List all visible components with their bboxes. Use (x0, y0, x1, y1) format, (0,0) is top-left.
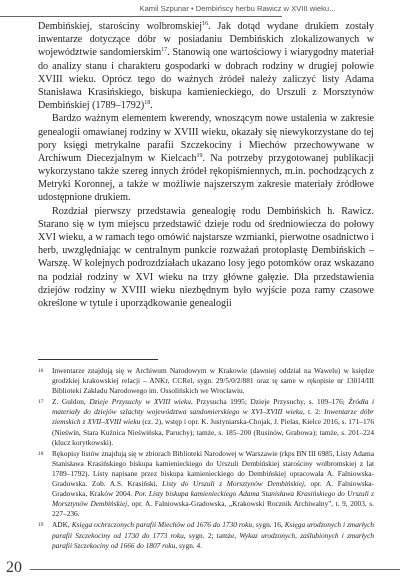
footnote (38, 366, 374, 396)
text-run: Dembińskiej, starościny wolbromskiej (38, 21, 203, 32)
text-run: Rękopisy listów znajdują się w zbiorach Biblioteki Narodowej w Warszawie (rkps BN III 6985, Listy Adama Stanisława Krasińskiego biskupa kamienieckiego do Urszuli Dembińskiej starościny wolbromskiej z lat 1789–1792). Listy napisane przez biskupa kamienieckiego do Dembińskiej opracowała A. Falniowska-Gradowska. Zob. A.S. Krasiński, (52, 448, 374, 489)
footnote-number: 17 (38, 399, 44, 406)
footnote-separator (38, 359, 158, 360)
text-run: Inwentarze znajdują się w Archiwum Narodowym w Krakowie (dawniej oddział na Wawelu) w księdze grodzkiej krakowskiej relacji – ANKr, CCRel, sygn. 29/5/0/2/881 oraz tę same w rękopisie nr 13014/III Biblioteki Zakładu Narodowego im. Ossolińskich we Wrocławiu. (52, 366, 374, 396)
text-run: , sygn. 4. (175, 540, 203, 550)
text-run: , opr. A. Falniowska-Gradowska, Kraków 2004. (52, 479, 375, 499)
text-run: Rozdział pierwszy przedstawia genealogię rodu Dembińskich h. Rawicz. Starano się w tym miejscu przedstawić dzieje rodu od średniowiecza do połowy XVI wieku, a w ramach tego omówić najstarsze wzmianki, pierwotne osadnictwo i herb, uwzględniając w centralnym punkcie rozważań protoplastę Dembińskich – Warszę. W kolejnych podrozdziałach ukazano losy jego potomków oraz wskazano na podział rodziny w XVI wieku na trzy główne gałęzie. Dla przedstawienia dziejów rodziny w XVIII wieku niezbędnym było wyjście poza ramy czasowe określone w tytule i uporządkowanie genealogii (38, 205, 374, 309)
text-run: . Na potrzeby przygotowanej publikacji wykorzystano także szereg innych źródeł rękopiśmiennych, m.in. pochodzących z Metryki Koronnej, a także w możliwie najszerszym zakresie materiały źródłowe udostępnione drukiem. (38, 152, 374, 204)
text-run: Z. Guldon, (52, 397, 90, 407)
italic-title: Księga ochrzczonych parafii Miechów od 1676 do 1730 roku (71, 520, 253, 530)
italic-title: Listy do Urszuli z Morsztynów Dembińskiej (162, 479, 305, 489)
italic-title: Wykaz urodzonych, zaślubionych i zmarłych parafii Szczekociny od 1666 do 1807 roku (52, 530, 374, 550)
footnote-text (52, 520, 374, 550)
main-text (38, 20, 374, 310)
footnote-number: 19 (38, 522, 44, 529)
text-run: , Przysucha 1995; Dzieje Przysuchy, s. 109–176; (190, 397, 349, 407)
text-run: . Jak dotąd wydane drukiem zostały inwentarze dotyczące dóbr w posiadaniu Dembińskich zlokalizowanych w województwie sandomierskim (38, 21, 375, 59)
text-run: , t. 2: (302, 407, 325, 417)
paragraph (38, 112, 374, 204)
footnote-text (52, 366, 374, 396)
italic-title: Księga urodzonych i zmarłych parafii Szczekociny od 1730 do 1773 roku (52, 520, 374, 540)
page-number: 20 (6, 559, 22, 576)
footnote-text (52, 397, 374, 447)
running-head: Kamil Szpunar • Dembińscy herbu Rawicz w XVIII wieku... (139, 4, 336, 13)
text-run: , sygn. 2; tamże, (183, 530, 240, 540)
text-run: . (150, 100, 153, 112)
italic-title: Dzieje Przysuchy w XVIII wieku (89, 397, 191, 407)
footnote-ref: 19 (196, 152, 203, 159)
footnote-ref: 16 (202, 21, 209, 27)
text-run: , sygn. 16, (252, 520, 285, 530)
text-run: Bardzo ważnym elementem kwerendy, wnoszącym nowe ustalenia w zakresie genealogii omawianej rodziny w XVIII wieku, okazały się niewykorzystane do tej pory księgi metrykalne parafii Szczekociny i Miechów przechowywane w Archiwum Diecezjalnym w Kielcach (38, 113, 374, 164)
italic-title: Por. Listy biskupa kamienieckiego Adama Stanisława Krasińskiego do Urszuli z Morsztynów Dembińskiej (52, 489, 375, 509)
text-run: ADK, (52, 520, 72, 530)
footnote (38, 449, 374, 520)
italic-title: Inwentarze dóbr ziemskich z XVII–XVIII wieku (52, 407, 374, 427)
footnote-text (52, 449, 374, 520)
footnote-ref: 17 (161, 47, 168, 54)
footer-rule (30, 569, 400, 570)
footnote (38, 397, 374, 447)
footnote (38, 520, 374, 550)
text-run: (cz. 2), wstęp i opr. K. Justyniarska-Chojak, J. Pielas, Kielce 2016, s. 171–176 (Nieśwín, Stara Kuźnica Nieświńska, Paruchy); tamże, s. 185–200 (Rusinów, Grabowa); tamże, s. 201–224 (klucz korytkowski). (52, 417, 374, 447)
footnote-number: 18 (38, 450, 44, 457)
footnotes (38, 366, 374, 552)
paragraph (38, 205, 374, 311)
text-run: , opr. A. Falniowska-Gradowska, „Krakowski Rocznik Archiwalny", t. 9, 2003, s. 227–236. (52, 499, 374, 519)
text-run: . Stanowią one wartościowy i wiarygodny materiał do analizy stanu i charakteru gospodarki w dobrach rodziny w drugiej połowie XVIII wieku. Oprócz tego do ważnych źródeł należy zaliczyć listy Adama Stanisława Krasińskiego, biskupa kamienieckiego, do Urszuli z Morsztynów Dembińskiej (1789–1792) (38, 47, 375, 112)
header-rule (0, 16, 282, 17)
italic-title: Źródła i materiały do dziejów szlachty województwa sandomierskiego w XVI–XVIII wieku (52, 397, 374, 417)
footnote-number: 16 (38, 368, 44, 374)
paragraph (38, 20, 374, 112)
footnote-ref: 18 (144, 100, 151, 107)
